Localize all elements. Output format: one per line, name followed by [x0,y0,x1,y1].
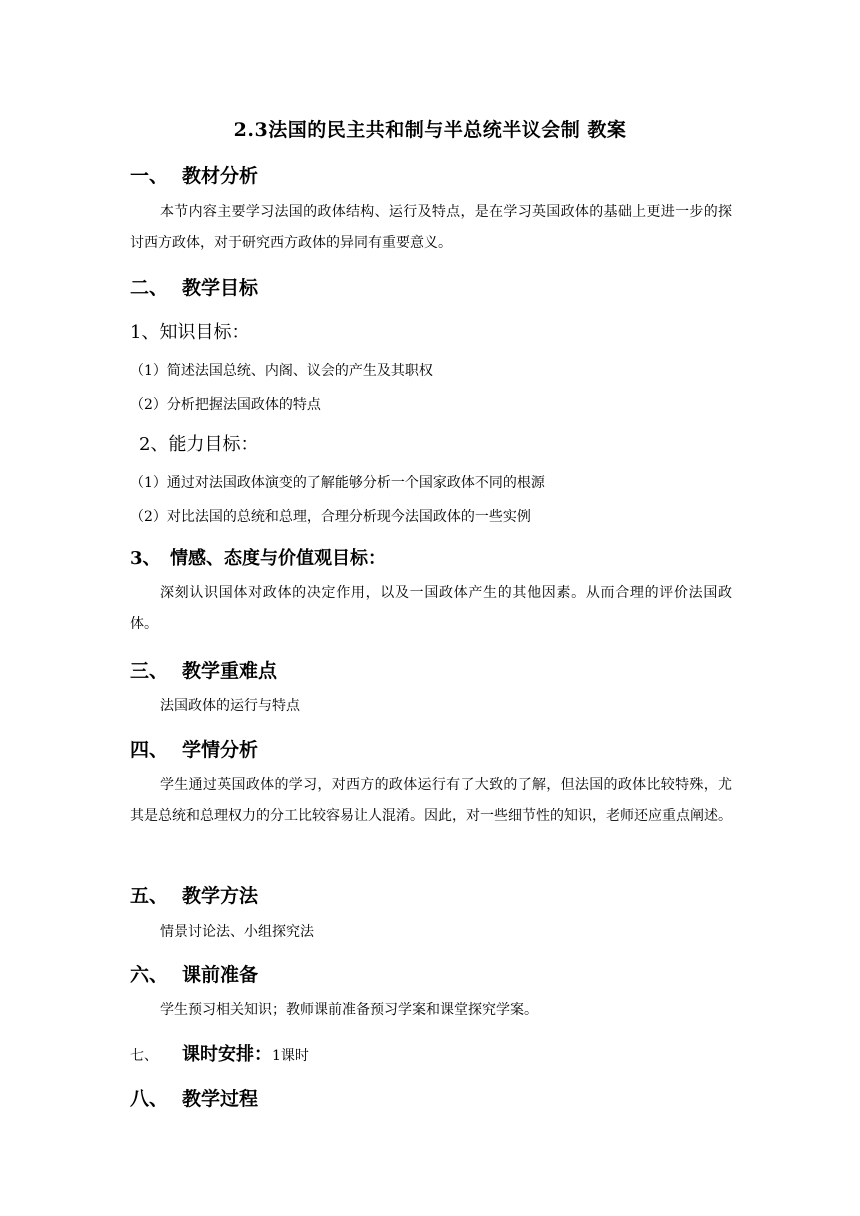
section-1-heading [130,161,258,188]
section-8-heading [130,1084,258,1111]
section-3-heading [130,656,277,683]
section-6-paragraph: 学生预习相关知识；教师课前准备预习学案和课堂探究学案。 [160,1002,538,1018]
section-2-heading [130,273,258,300]
section-1-paragraph: 本节内容主要学习法国的政体结构、运行及特点，是在学习英国政体的基础上更进一步的探讨西方政体，对于研究西方政体的异同有重要意义。 [130,204,732,251]
section-8-title: 教学过程 [182,1088,259,1110]
section-7-number: 七、 [130,1048,158,1064]
section-3-title: 教学重难点 [182,660,278,682]
emotion-goals-number: 3、 [130,548,161,569]
section-5-paragraph: 情景讨论法、小组探究法 [160,924,314,940]
knowledge-goal-2: （2）分析把握法国政体的特点 [130,397,321,413]
section-5-title: 教学方法 [182,885,259,907]
section-1-title: 教材分析 [182,165,259,187]
section-8-number: 八、 [130,1088,169,1110]
section-3-number: 三、 [130,660,169,682]
section-4-number: 四、 [130,739,169,761]
ability-goal-2: （2）对比法国的总统和总理，合理分析现今法国政体的一些实例 [130,509,531,525]
section-4-title: 学情分析 [182,739,259,761]
emotion-goals-title: 情感、态度与价值观目标： [170,548,386,569]
section-7-value: 1课时 [272,1048,309,1064]
section-7-title: 课时安排： [182,1044,272,1065]
section-3-paragraph: 法国政体的运行与特点 [160,698,300,714]
emotion-goals-heading [130,544,386,570]
document-title: 2.3法国的民主共和制与半总统半议会制 教案 [233,119,627,141]
section-5-number: 五、 [130,885,169,907]
section-6-title: 课前准备 [182,964,259,986]
section-6-number: 六、 [130,964,169,986]
section-2-title: 教学目标 [182,277,259,299]
knowledge-goal-1: （1）简述法国总统、内阁、议会的产生及其职权 [130,363,433,379]
section-1-number: 一、 [130,165,169,187]
section-5-heading [130,881,258,908]
section-4-paragraph: 学生通过英国政体的学习，对西方的政体运行有了大致的了解，但法国的政体比较特殊，尤其是总统和总理权力的分工比较容易让人混淆。因此，对一些细节性的知识，老师还应重点阐述。 [130,777,732,824]
section-2-number: 二、 [130,277,169,299]
ability-goal-1: （1）通过对法国政体演变的了解能够分析一个国家政体不同的根源 [130,475,545,491]
section-4-heading [130,735,258,762]
section-7-heading [130,1040,309,1066]
emotion-goals-paragraph: 深刻认识国体对政体的决定作用，以及一国政体产生的其他因素。从而合理的评价法国政体。 [130,585,732,632]
section-6-heading [130,960,258,987]
knowledge-goals-heading: 1、知识目标： [130,322,250,343]
ability-goals-heading: 2、能力目标： [139,434,259,455]
